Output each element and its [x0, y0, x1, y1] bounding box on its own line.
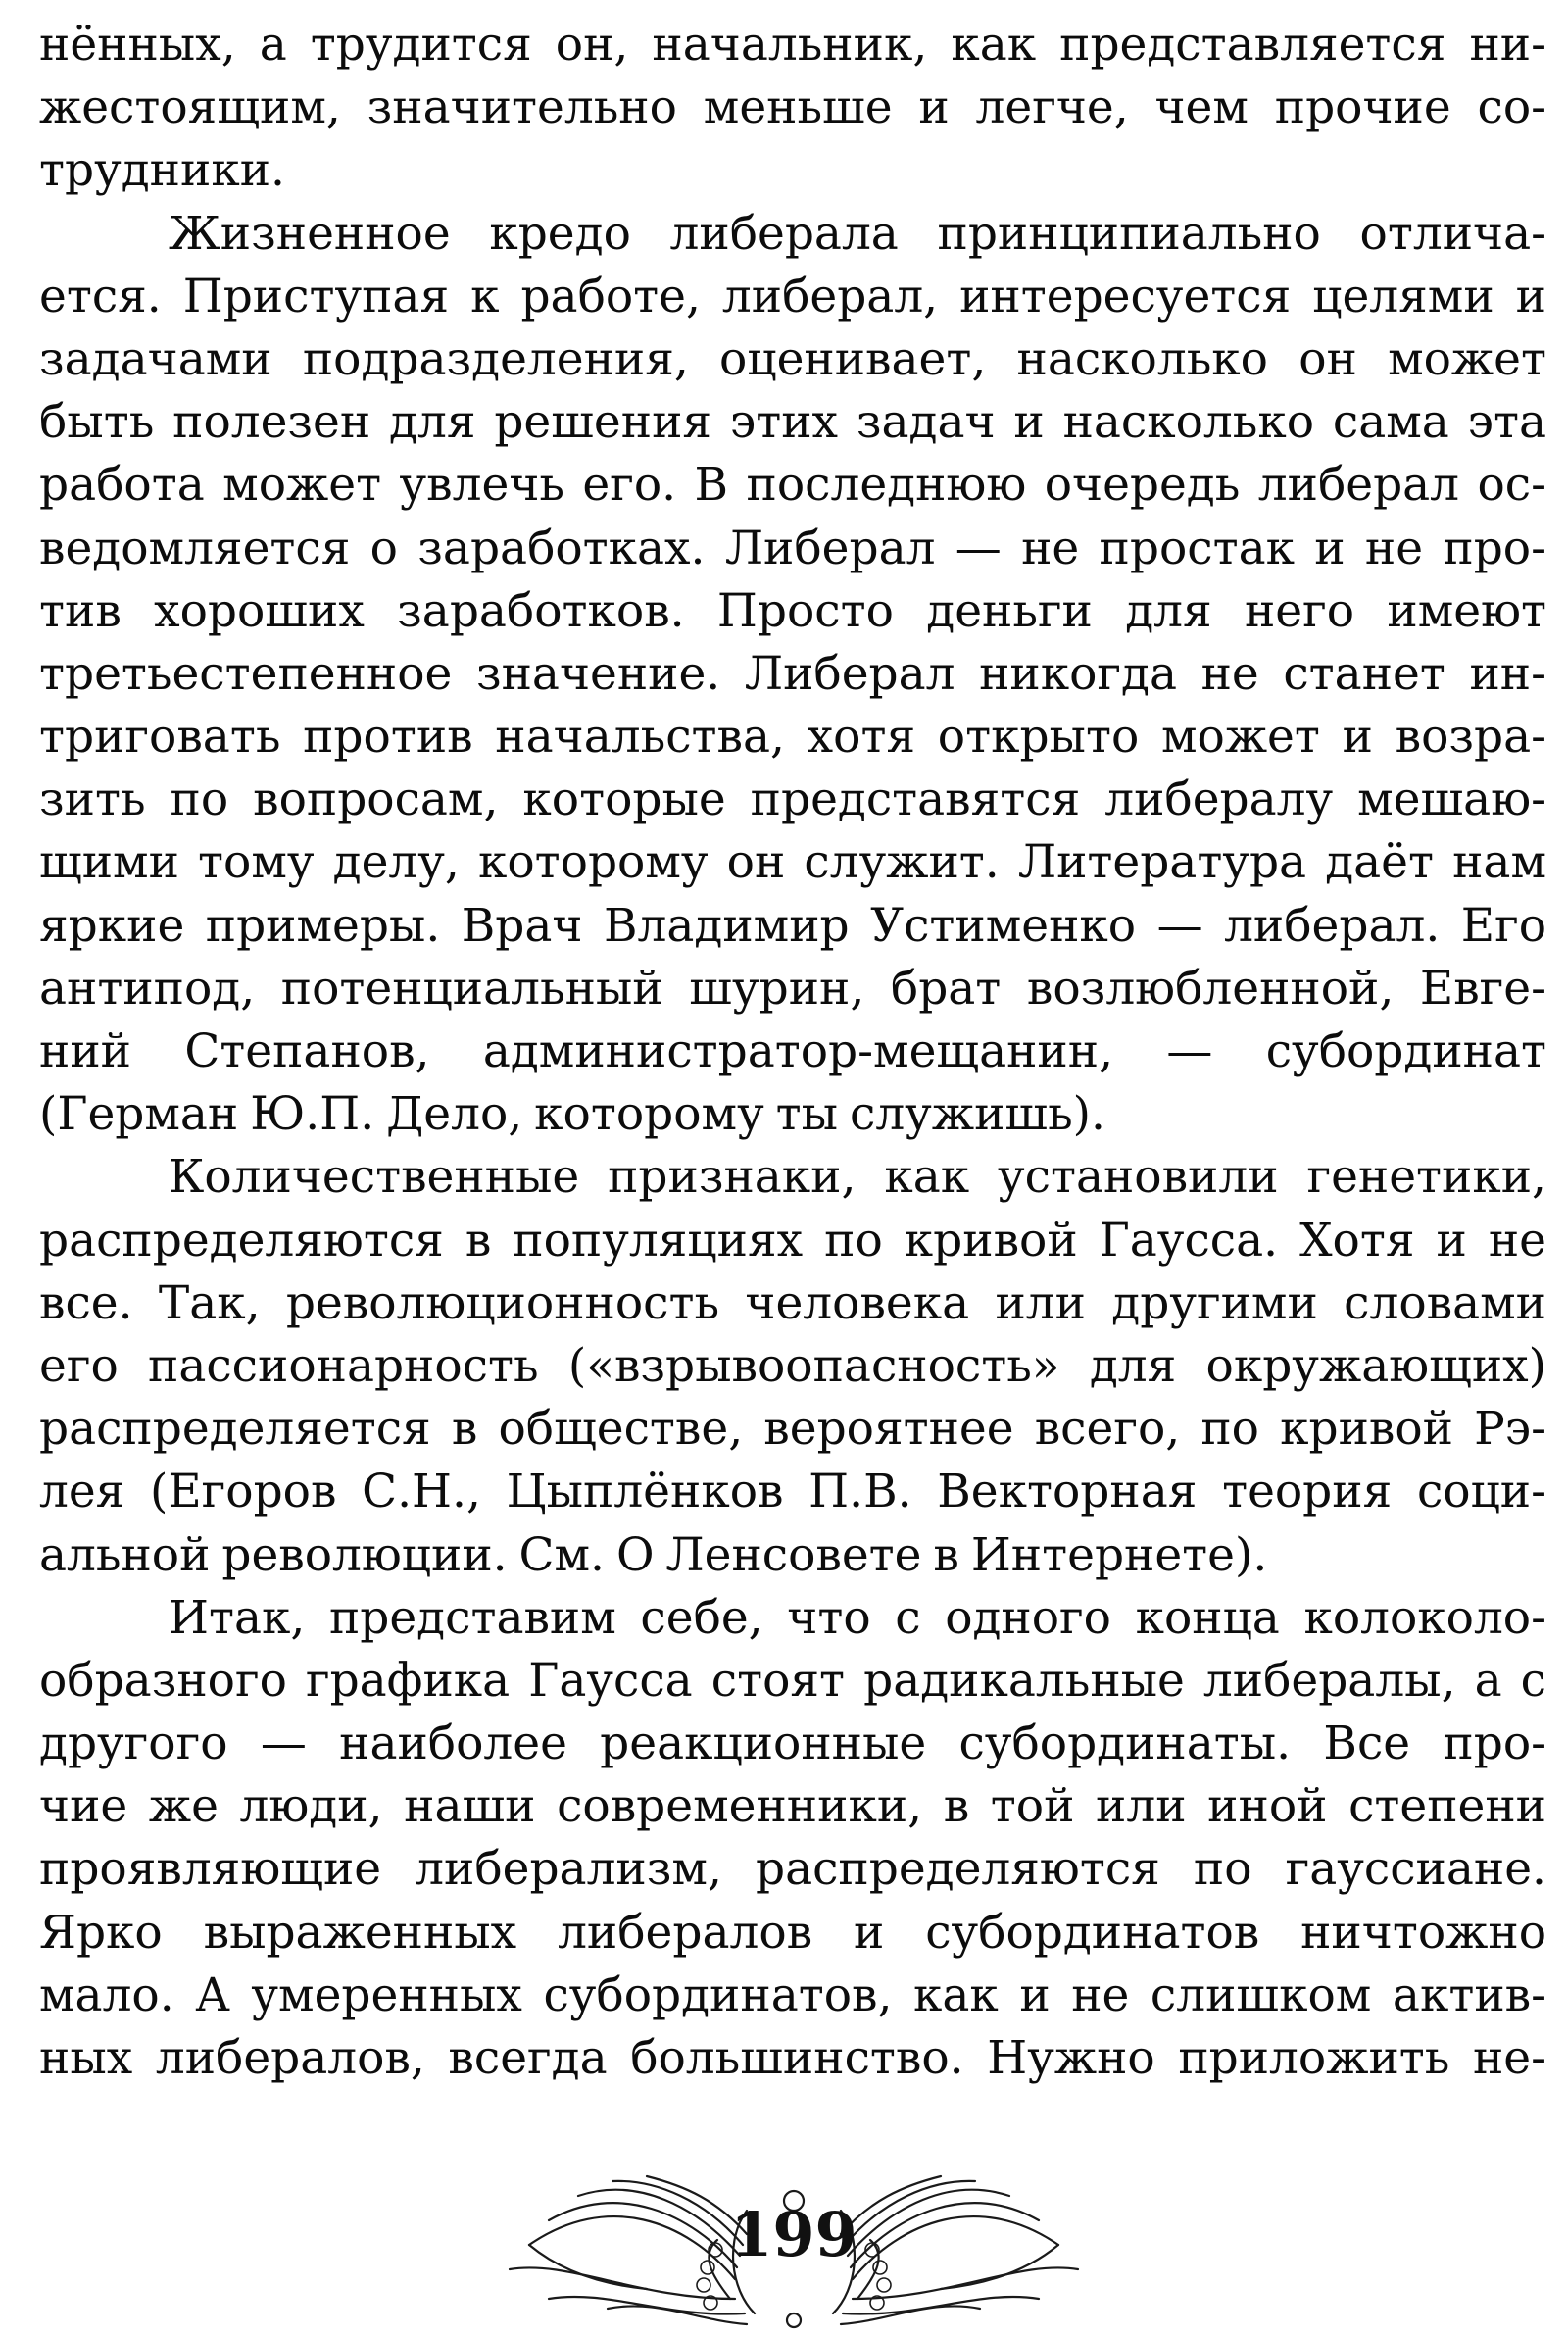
text-line: Ярко выраженных либералов и субординатов ничтожно — [39, 1905, 1546, 1960]
text-line: проявляющие либерализм, распределяются по гауссиане. — [39, 1842, 1546, 1897]
text-line: жестоящим, значительно меньше и легче, чем прочие со- — [39, 80, 1546, 135]
text-line: его пассионарность («взрывоопасность» для окружающих) — [39, 1338, 1546, 1393]
text-line: зить по вопросам, которые представятся либералу мешаю- — [39, 772, 1546, 827]
text-line: все. Так, революционность человека или другими словами — [39, 1275, 1546, 1330]
text-line: Итак, представим себе, что с одного конца колоколо- — [169, 1590, 1546, 1645]
text-line: ведомляется о заработках. Либерал — не простак и не про- — [39, 521, 1546, 575]
page-number: 199 — [730, 2199, 858, 2270]
text-line: Жизненное кредо либерала принципиально отлича- — [169, 206, 1546, 261]
text-line: Количественные признаки, как установили генетики, — [169, 1150, 1546, 1205]
text-line: быть полезен для решения этих задач и насколько сама эта — [39, 395, 1546, 450]
text-line: мало. А умеренных субординатов, как и не слишком актив- — [39, 1967, 1546, 2022]
text-line: тив хороших заработков. Просто деньги для него имеют — [39, 583, 1546, 638]
text-line: ний Степанов, администратор-мещанин, — субординат — [39, 1024, 1546, 1078]
page-body — [39, 14, 1546, 2090]
text-line: яркие примеры. Врач Владимир Устименко — либерал. Его — [39, 898, 1546, 953]
text-line: щими тому делу, которому он служит. Литература даёт нам — [39, 835, 1546, 890]
text-line: образного графика Гаусса стоят радикальные либералы, а с — [39, 1653, 1546, 1708]
text-line: распределяется в обществе, вероятнее всего, по кривой Рэ- — [39, 1402, 1546, 1457]
text-line: ется. Приступая к работе, либерал, интересуется целями и — [39, 269, 1546, 323]
page-footer — [490, 2152, 1098, 2333]
text-line: задачами подразделения, оценивает, насколько он может — [39, 331, 1546, 386]
text-line: (Герман Ю.П. Дело, которому ты служишь). — [39, 1087, 1105, 1142]
text-line: триговать против начальства, хотя открыто может и возра- — [39, 710, 1546, 765]
text-line: работа может увлечь его. В последнюю очередь либерал ос- — [39, 458, 1546, 513]
text-line: третьестепенное значение. Либерал никогда не станет ин- — [39, 646, 1546, 701]
text-line: другого — наиболее реакционные субординаты. Все про- — [39, 1716, 1546, 1771]
text-line: нённых, а трудится он, начальник, как представляется ни- — [39, 18, 1546, 72]
text-line: антипод, потенциальный шурин, брат возлюбленной, Евге- — [39, 961, 1546, 1016]
text-line: ных либералов, всегда большинство. Нужно приложить не- — [39, 2031, 1546, 2085]
text-line: чие же люди, наши современники, в той или иной степени — [39, 1779, 1546, 1834]
text-line: лея (Егоров С.Н., Цыплёнков П.В. Векторная теория соци- — [39, 1465, 1546, 1519]
text-line: альной революции. См. О Ленсовете в Интернете). — [39, 1527, 1268, 1582]
text-line: распределяются в популяциях по кривой Гаусса. Хотя и не — [39, 1213, 1546, 1268]
text-line: трудники. — [39, 143, 285, 198]
